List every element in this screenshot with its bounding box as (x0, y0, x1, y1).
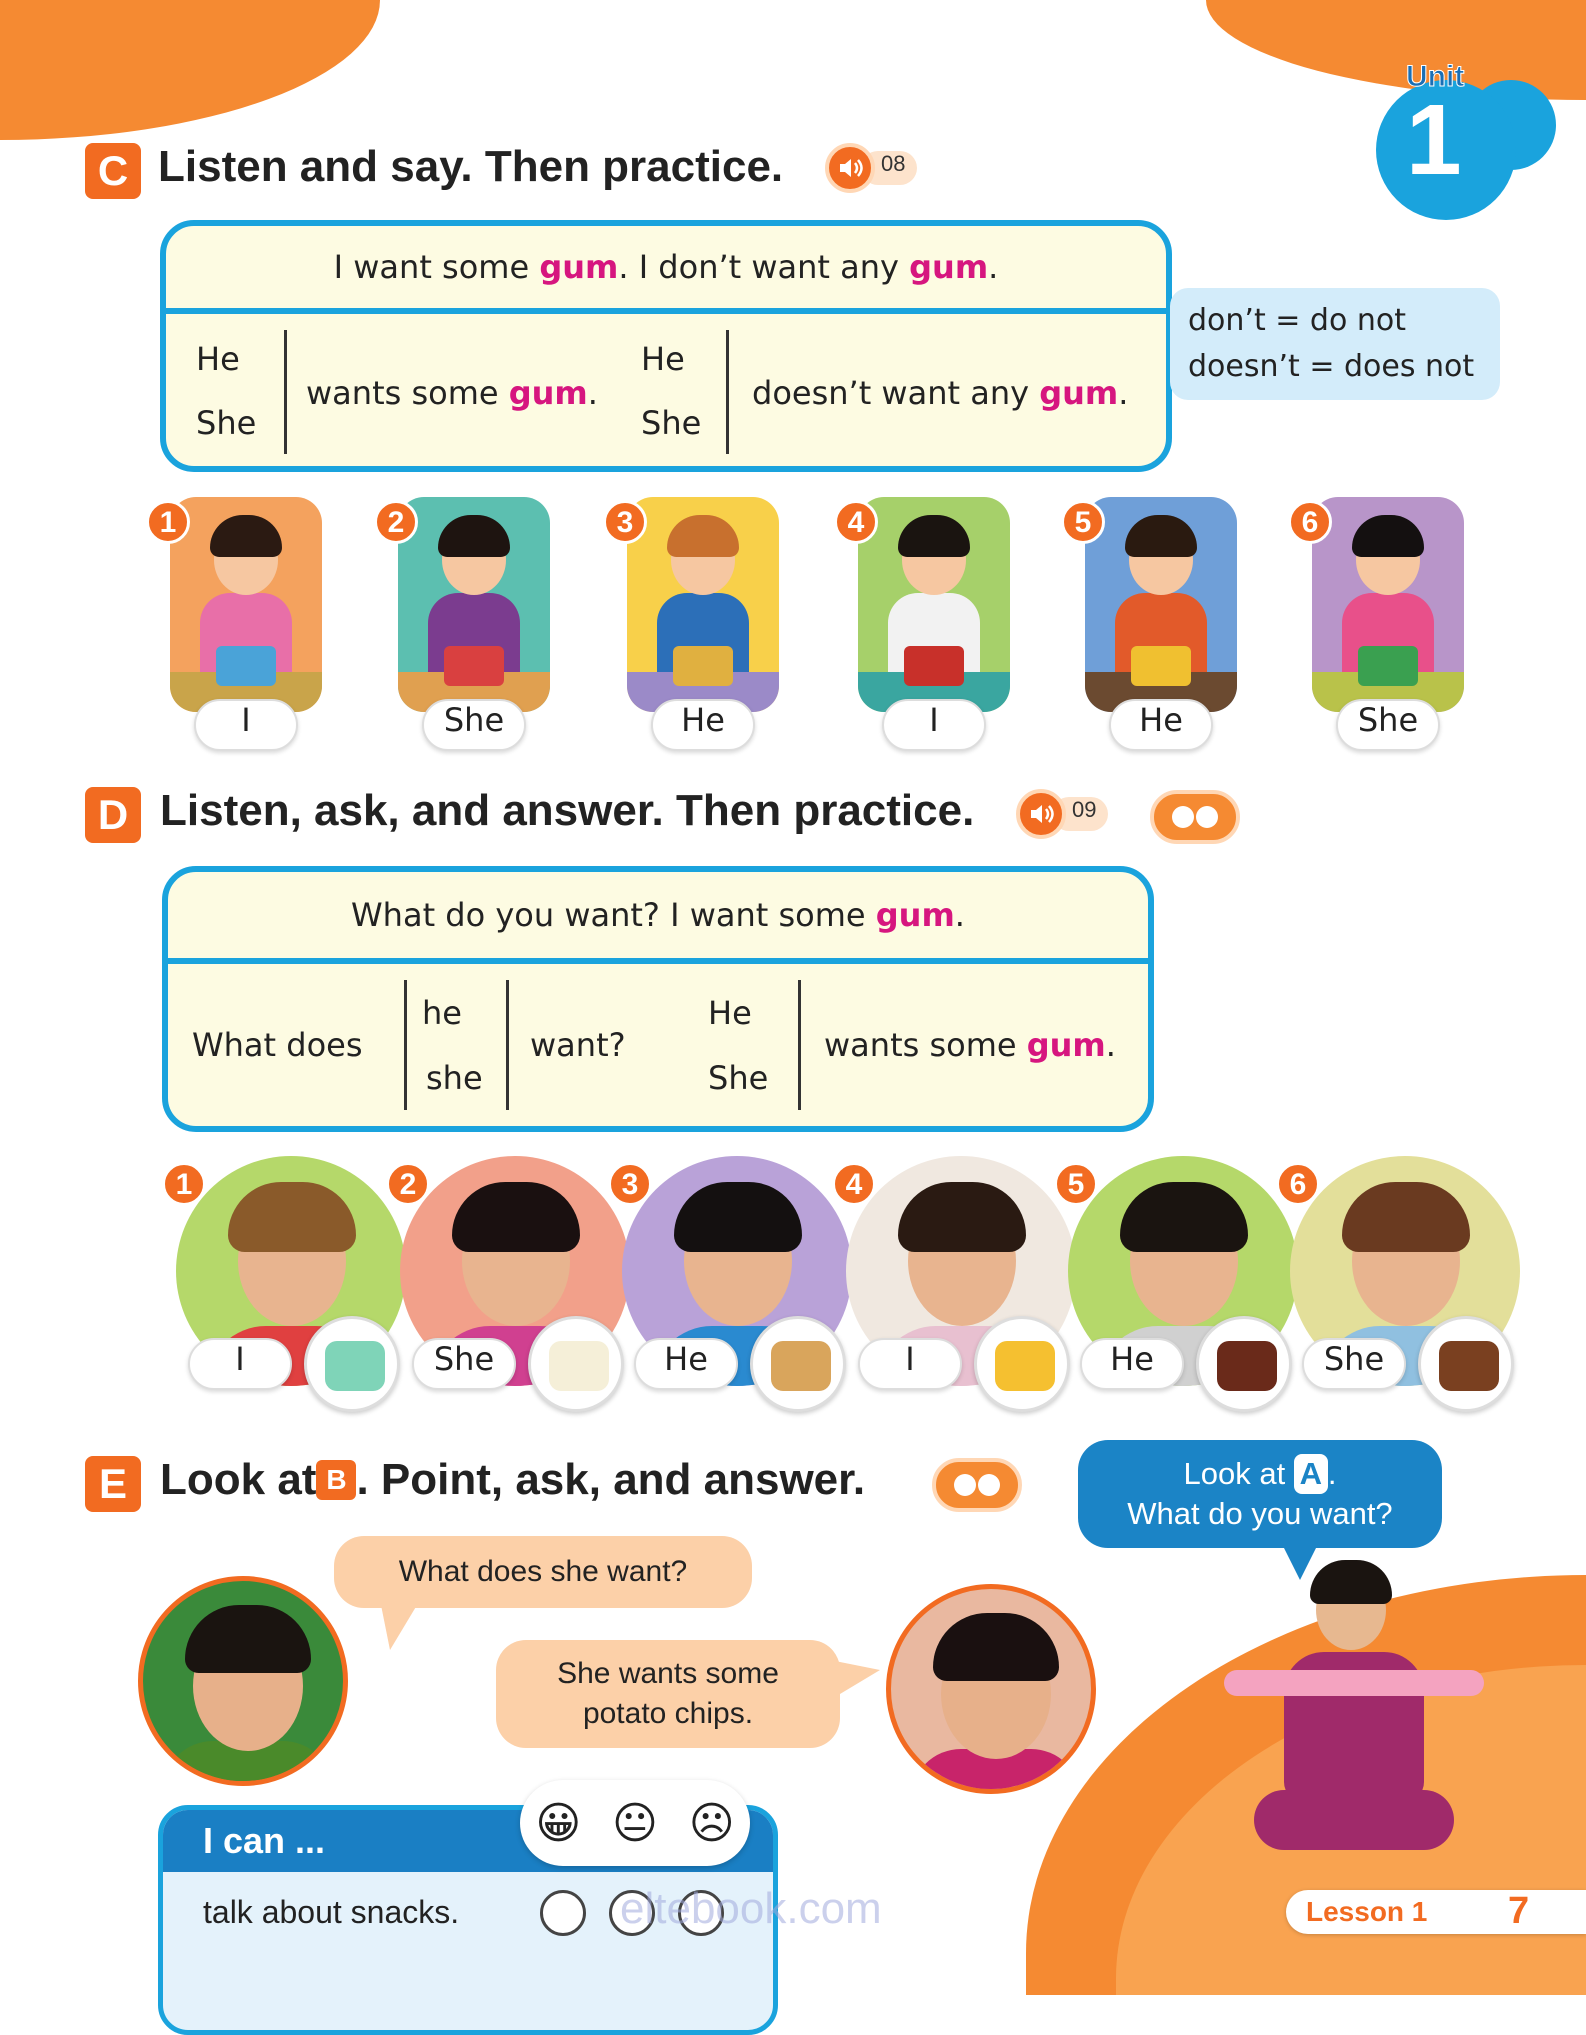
pronoun-label: He (651, 699, 755, 751)
neutral-face-icon: 😐 (612, 1797, 658, 1849)
pronoun-label: She (1302, 1338, 1406, 1390)
snack-icon (304, 1316, 400, 1412)
unit-number: 1 (1406, 84, 1462, 196)
pronoun-label: I (188, 1338, 292, 1390)
grammar-sentence: I want some gum. I don’t want any gum. (166, 226, 1166, 314)
page-number: 7 (1508, 1890, 1530, 1932)
pronoun-label: She (412, 1338, 516, 1390)
ref-letter-b: B (316, 1460, 356, 1500)
rating-circle-happy[interactable] (540, 1890, 586, 1936)
grammar-sentence: What do you want? I want some gum. (168, 872, 1148, 964)
lesson-label: Lesson 1 (1306, 1896, 1428, 1927)
pair-work-icon (1150, 790, 1240, 844)
girl-sitting-photo (1224, 1560, 1484, 1880)
speech-bubble-question: What does she want? (334, 1536, 752, 1608)
pair-work-icon (932, 1458, 1022, 1512)
number-badge: 1 (162, 1162, 206, 1206)
pronoun-he: He (196, 340, 240, 378)
self-assessment-faces (520, 1780, 750, 1866)
answer-phrase: wants some gum. (824, 1026, 1116, 1064)
question-start: What does (192, 1026, 363, 1064)
audio-track-08-button[interactable] (825, 146, 917, 190)
number-badge: 5 (1061, 500, 1105, 544)
snack-icon (1418, 1316, 1514, 1412)
grammar-box-c (160, 220, 1172, 472)
snack-icon (750, 1316, 846, 1412)
pronoun-she: She (708, 1059, 769, 1097)
snack-icon (974, 1316, 1070, 1412)
audio-track-number: 09 (1052, 797, 1108, 831)
speech-bubble-answer: She wants some potato chips. (496, 1640, 840, 1748)
snack-picture-card (858, 497, 1010, 712)
pronoun-label: She (1336, 699, 1440, 751)
section-c-title: Listen and say. Then practice. (158, 142, 784, 191)
question-end: want? (530, 1026, 626, 1064)
watermark: eltebook.com (620, 1884, 882, 1933)
pronoun-she: She (196, 404, 257, 442)
unit-label: Unit (1406, 60, 1465, 93)
section-e-title: Look at B . Point, ask, and answer. (160, 1455, 866, 1504)
pronoun-she: She (641, 404, 702, 442)
section-d-letter: D (85, 787, 141, 843)
grammar-phrase-negative: doesn’t want any gum. (752, 374, 1129, 412)
audio-track-09-button[interactable] (1016, 792, 1108, 836)
number-badge: 4 (832, 1162, 876, 1206)
number-badge: 3 (603, 500, 647, 544)
snack-icon (1196, 1316, 1292, 1412)
pronoun-label: I (858, 1338, 962, 1390)
section-e-letter: E (85, 1456, 141, 1512)
number-badge: 2 (386, 1162, 430, 1206)
number-badge: 4 (834, 500, 878, 544)
pronoun-label: He (1080, 1338, 1184, 1390)
speaker-icon (1016, 789, 1066, 839)
number-badge: 6 (1288, 500, 1332, 544)
snack-picture-card (398, 497, 550, 712)
pronoun-label: I (194, 699, 298, 751)
pronoun-she: she (426, 1059, 483, 1097)
i-can-title: I can ... (163, 1810, 773, 1872)
happy-face-icon: 😀 (535, 1797, 582, 1849)
snack-picture-card (627, 497, 779, 712)
lesson-tag (1286, 1890, 1586, 1934)
contraction-note: don’t = do not doesn’t = does not (1170, 288, 1500, 400)
pronoun-he: He (641, 340, 685, 378)
snack-picture-card (1085, 497, 1237, 712)
snack-icon (528, 1316, 624, 1412)
number-badge: 1 (146, 500, 190, 544)
pronoun-label: He (634, 1338, 738, 1390)
grammar-phrase-affirmative: wants some gum. (306, 374, 598, 412)
grammar-box-d (162, 866, 1154, 1132)
i-can-skill: talk about snacks. (203, 1894, 460, 1930)
pronoun-label: He (1109, 699, 1213, 751)
number-badge: 5 (1054, 1162, 1098, 1206)
number-badge: 3 (608, 1162, 652, 1206)
number-badge: 6 (1276, 1162, 1320, 1206)
pronoun-label: She (422, 699, 526, 751)
orange-corner-decoration (0, 0, 380, 140)
pronoun-label: I (882, 699, 986, 751)
number-badge: 2 (374, 500, 418, 544)
boy-photo (138, 1576, 348, 1786)
snack-picture-card (1312, 497, 1464, 712)
audio-track-number: 08 (861, 151, 917, 185)
speaker-icon (825, 143, 875, 193)
section-d-title: Listen, ask, and answer. Then practice. (160, 786, 975, 835)
snack-picture-card (170, 497, 322, 712)
pronoun-he: He (708, 994, 752, 1032)
girl-photo (886, 1584, 1096, 1794)
sad-face-icon: ☹ (688, 1797, 735, 1849)
section-c-letter: C (85, 143, 141, 199)
pronoun-he: he (422, 994, 462, 1032)
speech-bubble-blue: Look at A . What do you want? (1078, 1440, 1442, 1548)
unit-badge (1376, 60, 1526, 220)
